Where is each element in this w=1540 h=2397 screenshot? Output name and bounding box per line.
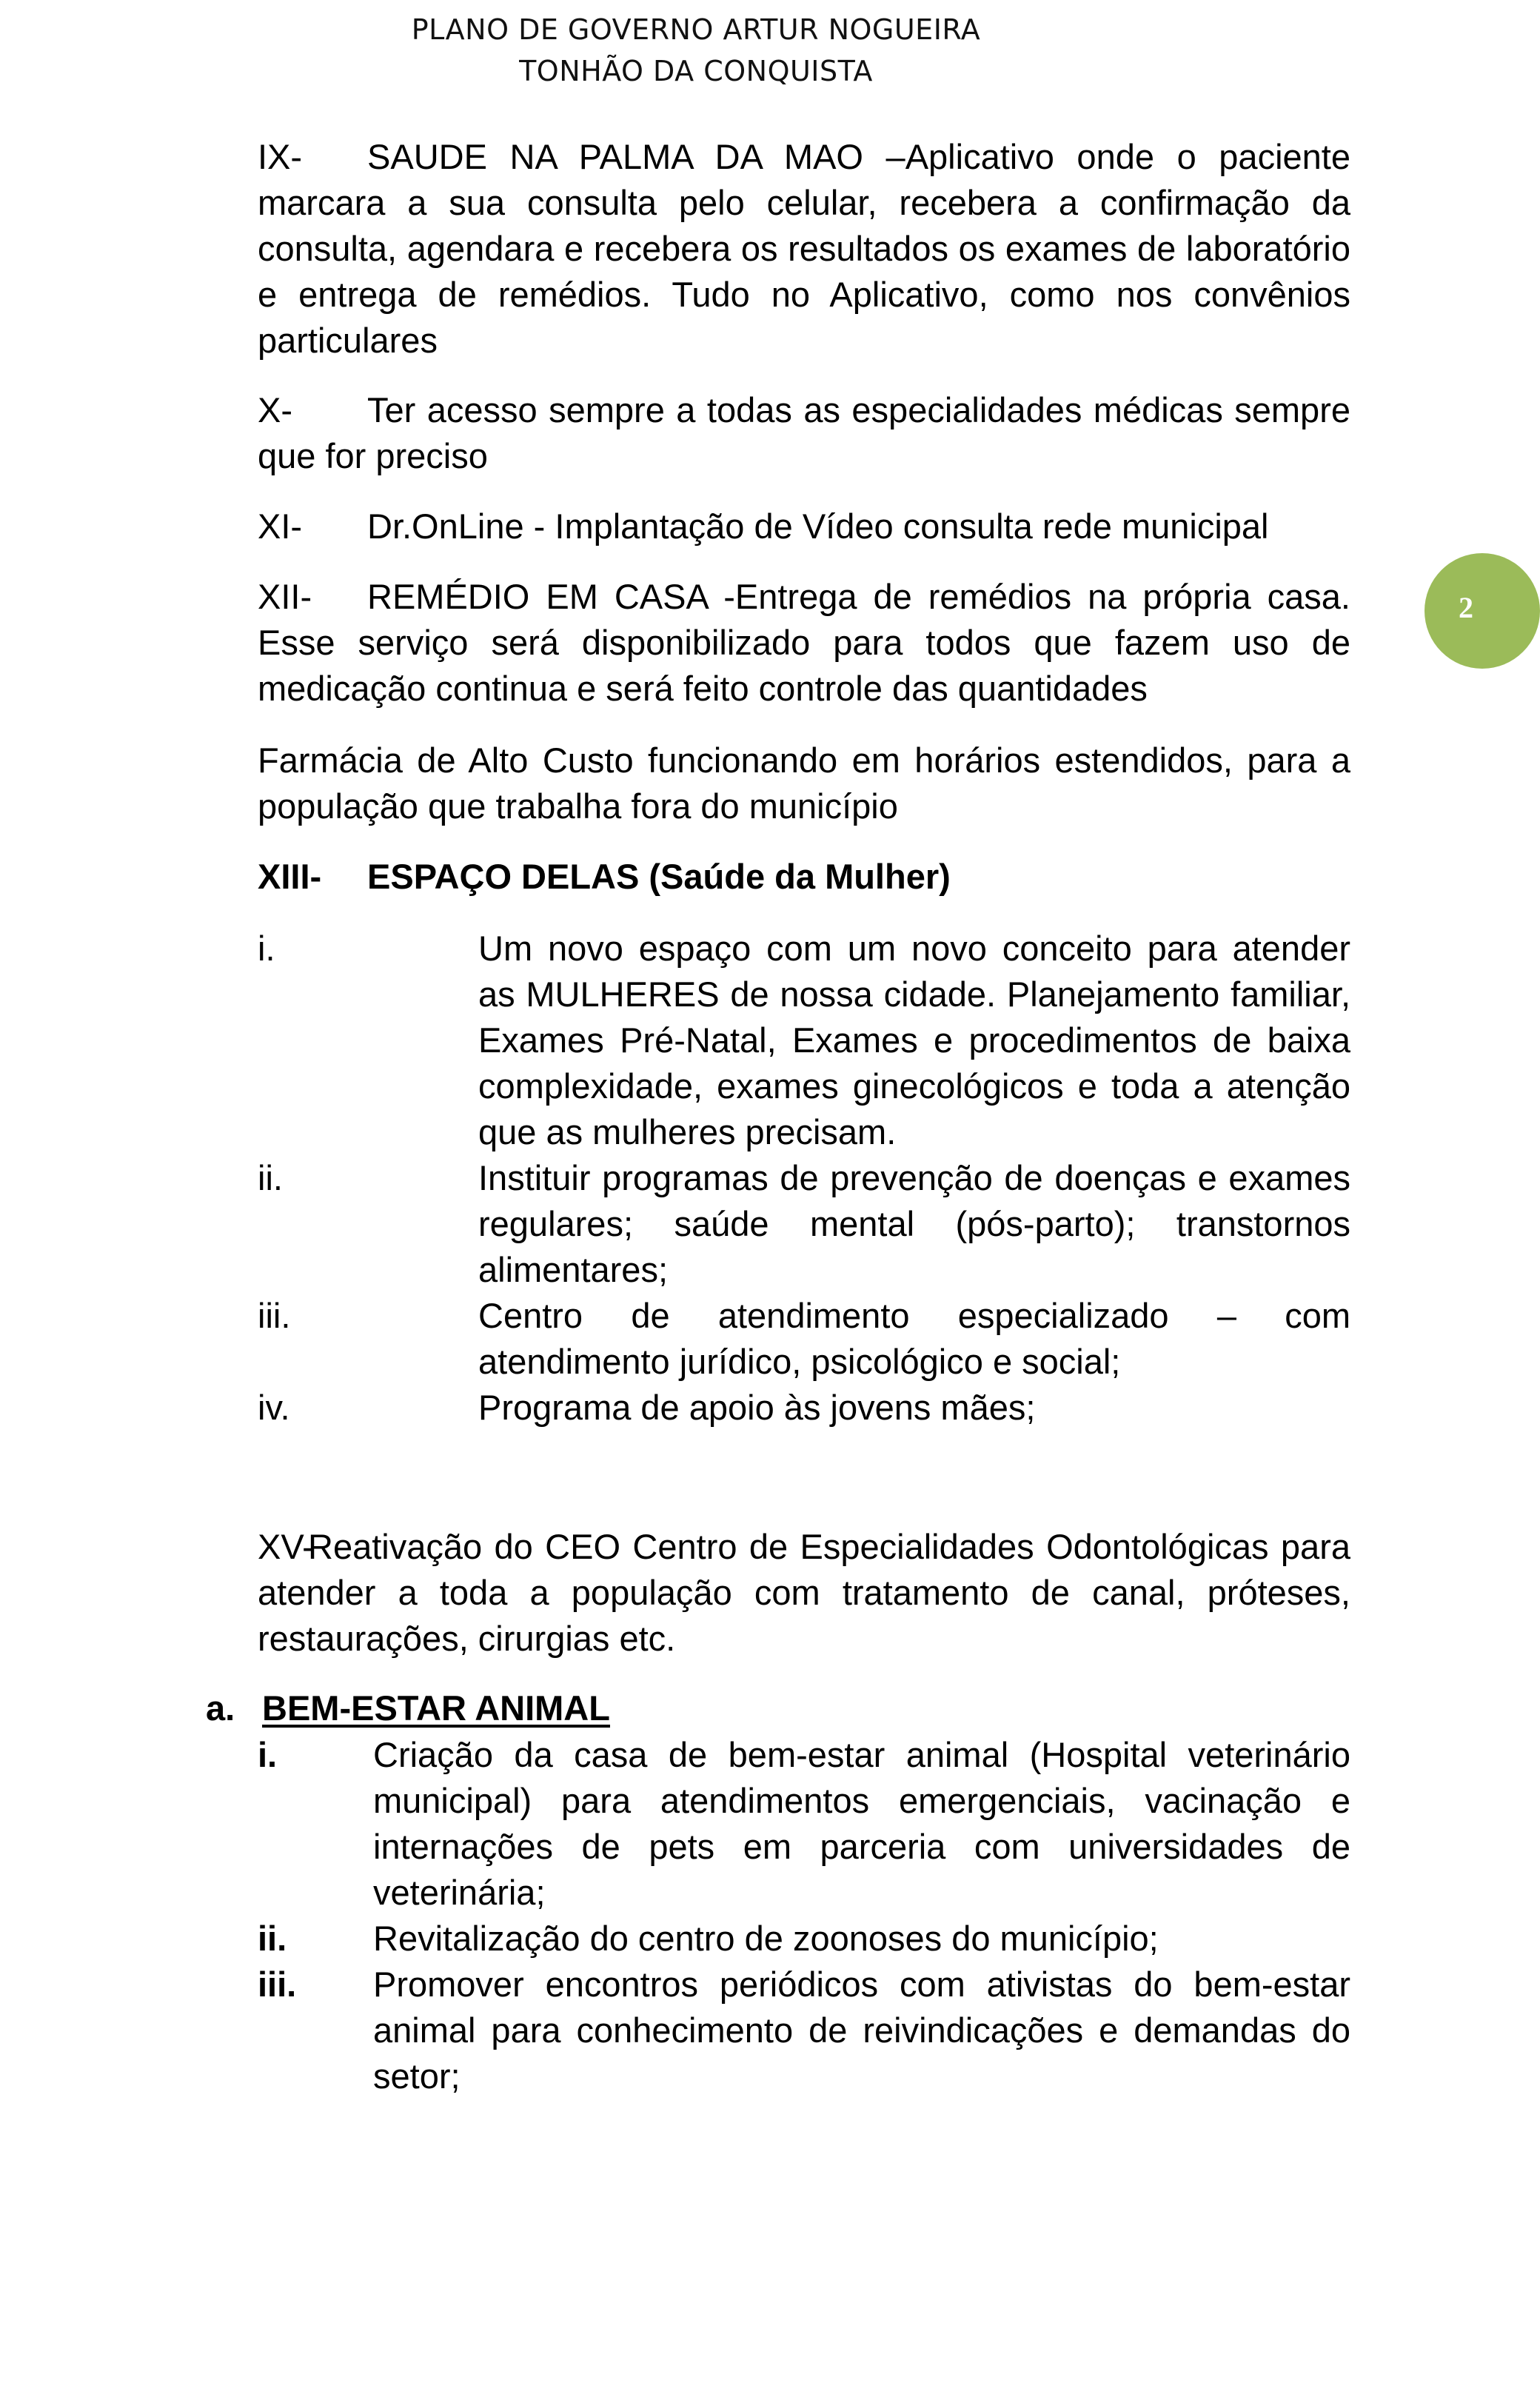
section-letter: a. <box>206 1688 235 1728</box>
item-number: IX- <box>258 137 303 176</box>
item-x <box>258 387 1350 479</box>
list-item-text: Instituir programas de prevenção de doenças e exames regulares; saúde mental (pós-parto); transtornos alimentares; <box>478 1158 1350 1289</box>
item-text: Ter acesso sempre a todas as especialidades médicas sempre que for preciso <box>258 390 1350 475</box>
list-item-text: Um novo espaço com um novo conceito para atender as MULHERES de nossa cidade. Planejamento familiar, Exames Pré-Natal, Exames e procedimentos de baixa complexidade, exames ginecológicos e toda a atenção que as mulheres precisam. <box>478 929 1350 1151</box>
list-item-number: i. <box>258 1735 278 1774</box>
item-text: REMÉDIO EM CASA -Entrega de remédios na própria casa. Esse serviço será disponibilizado para todos que fazem uso de medicação continua e será feito controle das quantidades <box>258 577 1350 708</box>
list-item-number: iii. <box>258 1296 291 1335</box>
farmacia-text: Farmácia de Alto Custo funcionando em horários estendidos, para a população que trabalha fora do município <box>258 741 1350 826</box>
espaco-delas-heading <box>258 854 1350 900</box>
header-subtitle: TONHÃO DA CONQUISTA <box>519 55 873 87</box>
section-title: BEM-ESTAR ANIMAL <box>262 1688 610 1728</box>
list-item-number: iii. <box>258 1965 297 2004</box>
list-item-number: ii. <box>258 1919 287 1958</box>
bem-estar-list <box>258 1732 1350 2099</box>
farmacia-paragraph <box>258 738 1350 829</box>
item-number: XV- <box>258 1527 314 1566</box>
item-number: XII- <box>258 577 312 616</box>
espaco-delas-list <box>258 926 1350 1431</box>
list-item-text: Criação da casa de bem-estar animal (Hospital veterinário municipal) para atendimentos emergenciais, vacinação e internações de pets em parceria com universidades de veterinária; <box>373 1735 1350 1912</box>
list-item <box>258 1962 1350 2099</box>
list-item-text: Promover encontros periódicos com ativistas do bem-estar animal para conhecimento de reivindicações e demandas do setor; <box>373 1965 1350 2096</box>
list-item-text: Centro de atendimento especializado – com atendimento jurídico, psicológico e social; <box>478 1296 1350 1381</box>
list-item-text: Revitalização do centro de zoonoses do município; <box>373 1919 1159 1958</box>
list-item <box>258 1385 1350 1431</box>
list-item-number: ii. <box>258 1158 283 1197</box>
item-text: SAUDE NA PALMA DA MAO –Aplicativo onde o paciente marcara a sua consulta pelo celular, recebera a confirmação da consulta, agendara e recebera os resultados os exames de laboratório e entrega de remédios. Tudo no Aplicativo, como nos convênios particulares <box>258 137 1350 360</box>
bem-estar-heading <box>206 1685 610 1731</box>
list-item <box>258 1732 1350 1916</box>
header-title: PLANO DE GOVERNO ARTUR NOGUEIRA <box>411 13 981 46</box>
page-number-badge <box>1424 553 1540 669</box>
list-item <box>258 1155 1350 1293</box>
item-xii <box>258 574 1350 712</box>
heading-title: ESPAÇO DELAS (Saúde da Mulher) <box>367 857 951 896</box>
list-item-text: Programa de apoio às jovens mães; <box>478 1388 1036 1427</box>
list-item <box>258 926 1350 1155</box>
item-number: XI- <box>258 507 303 546</box>
item-number: X- <box>258 390 292 429</box>
list-item-number: iv. <box>258 1388 290 1427</box>
item-text: Dr.OnLine - Implantação de Vídeo consulta rede municipal <box>367 507 1269 546</box>
item-number: XIII- <box>258 857 322 896</box>
list-item <box>258 1293 1350 1385</box>
page-number: 2 <box>1459 591 1473 624</box>
item-text: Reativação do CEO Centro de Especialidades Odontológicas para atender a toda a população com tratamento de canal, próteses, restaurações, cirurgias etc. <box>258 1527 1350 1658</box>
item-xi <box>258 504 1350 549</box>
list-item-number: i. <box>258 929 275 968</box>
ceo-paragraph <box>258 1524 1350 1662</box>
item-ix <box>258 134 1350 364</box>
list-item <box>258 1916 1350 1962</box>
